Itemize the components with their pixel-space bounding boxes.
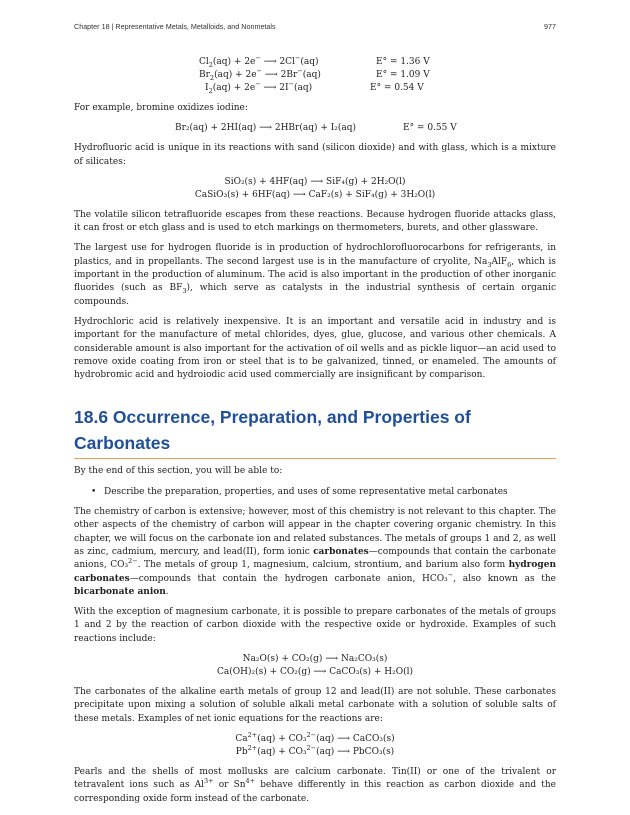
term-bicarbonate-anion: bicarbonate anion (74, 586, 166, 597)
equation-row (74, 122, 556, 135)
standard-potential: E° = 1.36 V (376, 57, 430, 67)
equation: Na₂O(s) + CO₂(g) ⟶ Na₂CO₃(s) (242, 654, 388, 665)
equation: $I_2(aq) + 2e^-$ ⟶ 2I−(aq) (205, 80, 313, 95)
paragraph-hf-uses: The largest use for hydrogen fluoride is in production of hydrochlorofluorocarbons for refrigerants, in plastics, and in propellants. The second largest use is in the manufacture of cryolite, $Na_3AlF_6$, which is important in the production of aluminum. The acid is also important in the production of other inorganic fluorides (such as $BF_3$), which serve as catalysts in the industrial synthesis of certain organic compounds. (74, 243, 556, 307)
page-header (74, 22, 556, 36)
objectives-intro: By the end of this section, you will be able to: (74, 466, 283, 477)
bromine-equation (74, 122, 556, 135)
learning-objectives (74, 486, 556, 499)
equation: $Ca^{2+}(aq) + CO_3^{2-}(aq)$ ⟶ CaCO₃(s) (235, 730, 395, 744)
standard-potential: E° = 1.09 V (376, 70, 430, 80)
equation-row (74, 69, 556, 82)
standard-potential: E° = 0.54 V (370, 83, 424, 93)
paragraph-magnesium-carbonate: With the exception of magnesium carbonate, it is possible to prepare carbonates of the metals of groups 1 and 2 by the reaction of carbon dioxide with the respective oxide or hydroxide. Examples of such reactions include: (74, 607, 556, 644)
equation: SiO₂(s) + 4HF(aq) ⟶ SiF₄(g) + 2H₂O(l) (224, 176, 406, 187)
term-carbonates: carbonates (313, 546, 369, 557)
paragraph-insoluble-carbonates: The carbonates of the alkaline earth metals of group 12 and lead(II) are not soluble. These carbonates precipitate upon mixing a solution of soluble alkali metal carbonate with a solution of soluble salts of these metals. Examples of net ionic equations for the reactions are: (74, 687, 556, 724)
section-title: 18.6 Occurrence, Preparation, and Properties of Carbonates (74, 404, 556, 459)
page-number: 977 (544, 22, 556, 31)
carbonate-preparation-equations (74, 653, 556, 679)
paragraph-hydrochloric-acid: Hydrochloric acid is relatively inexpensive. It is an important and versatile acid in industry and is important for the manufacture of metal chlorides, dyes, glue, glucose, and various other chemicals. A considerable amount is also important for the activation of oil wells and as pickle liquor—an acid used to remove oxide coating from iron or steel that is to be galvanized, tinned, or enameled. The amounts of hydrobromic acid and hydroiodic acid used commercially are insignificant by comparison. (74, 316, 556, 381)
equation: $Cl_2(aq) + 2e^-$ ⟶ 2Cl−(aq) (199, 54, 319, 69)
net-ionic-equations (74, 730, 556, 759)
equation: CaSiO₃(s) + 6HF(aq) ⟶ CaF₂(s) + SiF₄(g) + 3H₂O(l) (194, 189, 436, 200)
list-item: • Describe the preparation, properties, and uses of some representative metal carbonates (74, 486, 556, 499)
paragraph-silicon-tetrafluoride: The volatile silicon tetrafluoride escapes from these reactions. Because hydrogen fluoride attacks glass, it can frost or etch glass and is used to etch markings on thermometers, burets, and other glassware. (74, 209, 556, 234)
equation: $Br_2(aq) + 2e^-$ ⟶ 2Br−(aq) (199, 67, 321, 82)
term-hydrogen-carbonates: hydrogen carbonates (74, 560, 556, 584)
equation-row (74, 56, 556, 69)
standard-potential: E° = 0.55 V (403, 123, 457, 134)
equation: Br₂(aq) + 2HI(aq) ⟶ 2HBr(aq) + I₂(aq) (175, 123, 357, 134)
paragraph-pearls: Pearls and the shells of most mollusks are calcium carbonate. Tin(II) or one of the trivalent or tetravalent ions such as $Al^{3+}$ or $Sn^{4+}$ behave differently in this reaction as carbon dioxide and the corresponding oxide form instead of the carbonate. (74, 766, 556, 804)
bullet-icon: • (91, 486, 97, 497)
paragraph-hf-intro: Hydrofluoric acid is unique in its reactions with sand (silicon dioxide) and with glass, which is a mixture of silicates: (74, 143, 556, 167)
paragraph-bromine: For example, bromine oxidizes iodine: (74, 103, 248, 113)
equation: $Pb^{2+}(aq) + CO_3^{2-}(aq)$ ⟶ PbCO₃(s) (235, 743, 395, 757)
carbonate-ion: CO₃$^{2-}$ (110, 557, 138, 571)
hydrogen-carbonate-ion: HCO₃− (422, 570, 454, 584)
halogen-reduction-equations (74, 56, 556, 95)
equation: Ca(OH)₂(s) + CO₂(g) ⟶ CaCO₃(s) + H₂O(l) (216, 667, 414, 678)
chapter-title: Chapter 18 | Representative Metals, Metalloids, and Nonmetals (74, 22, 276, 31)
paragraph-carbon-chemistry: The chemistry of carbon is extensive; however, most of this chemistry is not relevant to this chapter. The other aspects of the chemistry of carbon will appear in the chapter covering organic chemistry. In this chapter, we will focus on the carbonate ion and related substances. The metals of groups 1 and 2, as well as zinc, cadmium, mercury, and lead(II), form ionic carbonates—compounds that contain the carbonate anions, CO₃$^{2-}$. The metals of group 1, magnesium, calcium, strontium, and barium also form hydrogen carbonates—compounds that contain the hydrogen carbonate anion, HCO₃−, also known as the bicarbonate anion. (74, 507, 556, 597)
page-content (74, 56, 556, 813)
hf-equations (74, 176, 556, 202)
equation-row (74, 82, 556, 95)
